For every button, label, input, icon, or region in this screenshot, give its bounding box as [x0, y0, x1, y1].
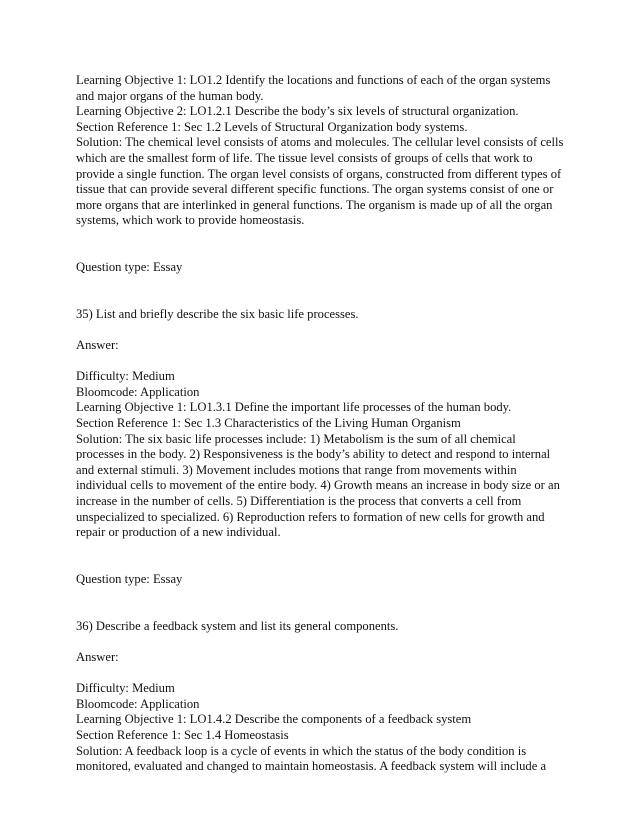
bloomcode: Bloomcode: Application [76, 384, 200, 399]
bloomcode: Bloomcode: Application [76, 696, 200, 711]
solution-line: increase in the number of cells. 5) Differentiation is the process that converts a cell from [76, 494, 522, 509]
solution-line: systems, which work to provide homeostasis. [76, 213, 305, 228]
section-reference: Section Reference 1: Sec 1.2 Levels of Structural Organization body systems. [76, 119, 468, 134]
solution-line: tissue that can provide several different specific functions. The organ systems consist of one or [76, 182, 554, 197]
solution-line: and external stimuli. 3) Movement includes motions that range from movements within [76, 462, 517, 477]
spacer [76, 229, 576, 260]
learning-objective-1: Learning Objective 1: LO1.4.2 Describe the components of a feedback system [76, 712, 472, 727]
learning-objective-2: Learning Objective 2: LO1.2.1 Describe the body’s six levels of structural organization. [76, 104, 519, 119]
spacer [76, 276, 576, 307]
solution-line: Solution: The six basic life processes include: 1) Metabolism is the sum of all chemical [76, 431, 516, 446]
solution-line: more organs that are interlinked in general functions. The organism is made up of all the organ [76, 197, 553, 212]
solution-line: unspecialized to specialized. 6) Reproduction refers to formation of new cells for growth and [76, 509, 545, 524]
spacer [76, 634, 576, 650]
question-text: 35) List and briefly describe the six basic life processes. [76, 306, 359, 321]
solution-line: provide a single function. The organ level consists of organs, constructed from different types of [76, 166, 562, 181]
solution-line: which are the smallest form of life. The tissue level consists of groups of cells that work to [76, 150, 533, 165]
spacer [76, 588, 576, 619]
spacer [76, 666, 576, 682]
page-content [76, 73, 576, 775]
spacer [76, 541, 576, 572]
question-type: Question type: Essay [76, 260, 183, 275]
answer-label: Answer: [76, 338, 119, 353]
learning-objective-1: Learning Objective 1: LO1.3.1 Define the important life processes of the human body. [76, 400, 512, 415]
solution-line: repair or production of a new individual. [76, 525, 281, 540]
spacer [76, 323, 576, 339]
learning-objective-1-cont: and major organs of the human body. [76, 88, 264, 103]
solution-line: processes in the body. 2) Responsiveness is the body’s ability to detect and respond to internal [76, 447, 551, 462]
difficulty: Difficulty: Medium [76, 369, 175, 384]
section-reference: Section Reference 1: Sec 1.4 Homeostasis [76, 727, 289, 742]
question-type: Question type: Essay [76, 572, 183, 586]
spacer [76, 354, 576, 370]
solution-line: monitored, evaluated and changed to maintain homeostasis. A feedback system will include a [76, 759, 547, 774]
difficulty: Difficulty: Medium [76, 681, 175, 696]
answer-label: Answer: [76, 649, 119, 664]
solution-line: Solution: The chemical level consists of atoms and molecules. The cellular level consists of cells [76, 135, 564, 150]
learning-objective-1: Learning Objective 1: LO1.2 Identify the locations and functions of each of the organ systems [76, 73, 551, 87]
solution-line: Solution: A feedback loop is a cycle of events in which the status of the body condition is [76, 743, 527, 758]
section-reference: Section Reference 1: Sec 1.3 Characteristics of the Living Human Organism [76, 416, 461, 431]
question-text: 36) Describe a feedback system and list its general components. [76, 618, 399, 633]
solution-line: individual cells to movement of the entire body. 4) Growth means an increase in body size or an [76, 478, 560, 493]
